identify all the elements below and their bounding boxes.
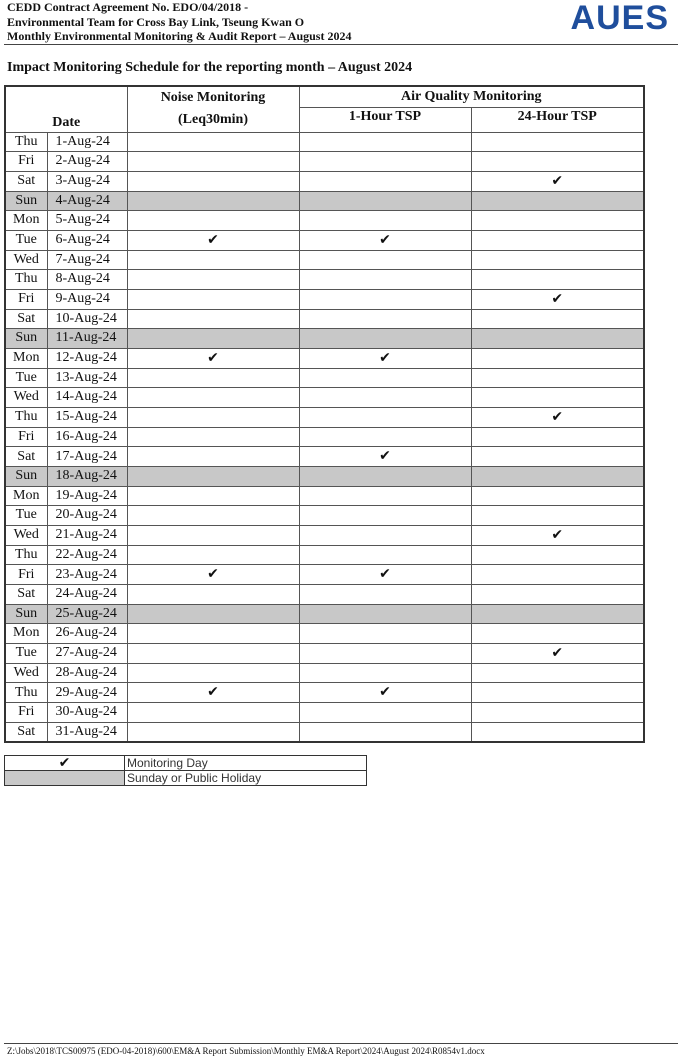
- date-cell: [47, 230, 127, 250]
- date-cell: [47, 211, 127, 231]
- table-row: [5, 683, 644, 703]
- table-row: [5, 270, 644, 290]
- tsp-24hour-cell: [471, 191, 644, 211]
- tsp-24hour-cell: [471, 643, 644, 663]
- day-cell: [5, 309, 47, 329]
- table-row: [5, 407, 644, 427]
- tsp-24hour-cell: [471, 388, 644, 408]
- table-row: [5, 722, 644, 742]
- tsp-1hour-cell: [299, 348, 471, 368]
- noise-cell: [127, 171, 299, 191]
- day-cell-text: Sun: [15, 605, 38, 621]
- day-cell: [5, 643, 47, 663]
- day-cell: [5, 368, 47, 388]
- tsp-1hour-cell: [299, 703, 471, 723]
- table-row: [5, 230, 644, 250]
- date-cell: [47, 250, 127, 270]
- tsp-1hour-cell: [299, 545, 471, 565]
- aues-logo: AUES: [570, 0, 669, 37]
- date-cell: [47, 703, 127, 723]
- tsp-1hour-cell: [299, 211, 471, 231]
- date-cell: [47, 348, 127, 368]
- table-row: [5, 368, 644, 388]
- tsp-24hour-cell: [471, 525, 644, 545]
- day-cell-text: Sat: [17, 448, 36, 464]
- noise-cell: [127, 427, 299, 447]
- date-cell: [47, 525, 127, 545]
- date-cell: [47, 388, 127, 408]
- noise-cell: [127, 270, 299, 290]
- day-cell: [5, 722, 47, 742]
- tsp-1hour-cell: [299, 624, 471, 644]
- day-cell-text: Thu: [14, 409, 38, 424]
- date-cell-text: 23-Aug-24: [55, 566, 117, 582]
- date-cell-text: 13-Aug-24: [55, 369, 117, 385]
- check-icon: ✔: [207, 349, 219, 366]
- day-cell: [5, 525, 47, 545]
- day-cell: [5, 624, 47, 644]
- date-cell: [47, 545, 127, 565]
- tsp-1hour-cell: [299, 329, 471, 349]
- date-header-label: Date: [52, 114, 81, 130]
- day-cell: [5, 683, 47, 703]
- tsp-24hour-cell: [471, 329, 644, 349]
- tsp-24hour-cell: [471, 683, 644, 703]
- day-cell: [5, 467, 47, 487]
- noise-cell: [127, 703, 299, 723]
- check-icon: ✔: [551, 290, 564, 307]
- table-row: [5, 132, 644, 152]
- date-cell-text: 19-Aug-24: [55, 487, 117, 503]
- date-cell-text: 27-Aug-24: [55, 645, 117, 660]
- day-cell-text: Thu: [14, 546, 38, 562]
- date-cell: [47, 565, 127, 585]
- noise-cell: [127, 289, 299, 309]
- date-cell-text: 2-Aug-24: [55, 153, 110, 169]
- noise-cell: [127, 663, 299, 683]
- day-cell-text: Sun: [15, 468, 38, 484]
- date-cell: [47, 506, 127, 526]
- header-line-1: CEDD Contract Agreement No. EDO/04/2018 -: [7, 0, 249, 14]
- noise-cell: [127, 486, 299, 506]
- table-row: [5, 565, 644, 585]
- tsp-1hour-cell: [299, 132, 471, 152]
- date-cell: [47, 604, 127, 624]
- report-header: [7, 0, 677, 44]
- date-cell: [47, 663, 127, 683]
- day-cell-text: Wed: [13, 251, 39, 267]
- day-cell: [5, 565, 47, 585]
- date-cell: [47, 270, 127, 290]
- date-cell: [47, 486, 127, 506]
- day-cell-text: Fri: [18, 291, 35, 306]
- date-cell: [47, 683, 127, 703]
- tsp-24hour-cell: [471, 585, 644, 605]
- tsp-24hour-cell: [471, 427, 644, 447]
- tsp-1hour-cell: [299, 171, 471, 191]
- day-cell: [5, 329, 47, 349]
- table-row: [5, 545, 644, 565]
- day-cell-text: Sat: [17, 586, 36, 602]
- noise-cell: [127, 545, 299, 565]
- day-cell-text: Sat: [17, 723, 36, 739]
- day-cell: [5, 585, 47, 605]
- legend-row-holiday: [5, 771, 367, 786]
- header-line-3: Monthly Environmental Monitoring & Audit Report – August 2024: [7, 29, 352, 43]
- tsp-24hour-header: 24-Hour TSP: [471, 107, 644, 132]
- table-row: [5, 427, 644, 447]
- noise-header: [127, 86, 299, 132]
- tsp-24hour-cell: [471, 663, 644, 683]
- tsp-24hour-cell: [471, 703, 644, 723]
- day-cell-text: Fri: [18, 153, 35, 169]
- day-cell-text: Sat: [17, 310, 36, 326]
- tsp-1hour-cell: [299, 467, 471, 487]
- date-cell-text: 4-Aug-24: [55, 192, 110, 208]
- day-cell-text: Tue: [15, 232, 37, 247]
- tsp-24hour-cell: [471, 211, 644, 231]
- noise-cell: [127, 565, 299, 585]
- tsp-1hour-header: 1-Hour TSP: [299, 107, 471, 132]
- day-cell: [5, 545, 47, 565]
- tsp-24hour-cell: [471, 348, 644, 368]
- date-cell: [47, 722, 127, 742]
- day-cell-text: Tue: [15, 369, 37, 385]
- date-cell: [47, 329, 127, 349]
- table-row: [5, 211, 644, 231]
- day-cell: [5, 191, 47, 211]
- tsp-1hour-cell: [299, 722, 471, 742]
- day-cell: [5, 604, 47, 624]
- tsp-24hour-cell: [471, 368, 644, 388]
- check-icon: ✔: [551, 644, 564, 661]
- day-cell: [5, 663, 47, 683]
- date-header: [5, 86, 127, 132]
- tsp-1hour-cell: [299, 643, 471, 663]
- legend-table: [4, 755, 367, 786]
- table-row: [5, 447, 644, 467]
- table-row: [5, 703, 644, 723]
- tsp-24hour-cell: [471, 604, 644, 624]
- day-cell-text: Sun: [15, 192, 38, 208]
- date-cell-text: 24-Aug-24: [55, 586, 117, 602]
- noise-cell: [127, 211, 299, 231]
- noise-cell: [127, 722, 299, 742]
- tsp-24hour-cell: [471, 132, 644, 152]
- day-cell: [5, 703, 47, 723]
- check-icon: ✔: [551, 172, 564, 189]
- tsp-1hour-cell: [299, 250, 471, 270]
- legend-check-cell: [5, 756, 125, 771]
- date-cell-text: 25-Aug-24: [55, 605, 117, 621]
- tsp-1hour-cell: [299, 486, 471, 506]
- tsp-1hour-cell: [299, 152, 471, 172]
- day-cell-text: Mon: [13, 212, 40, 228]
- day-cell-text: Sun: [15, 330, 38, 346]
- tsp-1hour-cell: [299, 447, 471, 467]
- air-quality-header: Air Quality Monitoring: [299, 86, 644, 107]
- day-cell-text: Sat: [17, 173, 36, 188]
- tsp-24hour-cell: [471, 506, 644, 526]
- noise-cell: [127, 132, 299, 152]
- table-row: [5, 191, 644, 211]
- noise-cell: [127, 683, 299, 703]
- header-divider: [4, 44, 678, 45]
- date-cell-text: 5-Aug-24: [55, 212, 110, 228]
- noise-cell: [127, 191, 299, 211]
- tsp-24hour-cell: [471, 447, 644, 467]
- table-row: [5, 525, 644, 545]
- noise-cell: [127, 348, 299, 368]
- date-cell: [47, 309, 127, 329]
- tsp-24hour-cell: [471, 722, 644, 742]
- noise-cell: [127, 250, 299, 270]
- table-row: [5, 348, 644, 368]
- date-cell-text: 21-Aug-24: [55, 527, 117, 542]
- noise-cell: [127, 309, 299, 329]
- tsp-1hour-cell: [299, 427, 471, 447]
- noise-cell: [127, 643, 299, 663]
- tsp-1hour-cell: [299, 368, 471, 388]
- tsp-1hour-cell: [299, 565, 471, 585]
- day-cell: [5, 388, 47, 408]
- tsp-1hour-cell: [299, 585, 471, 605]
- date-cell: [47, 191, 127, 211]
- section-title: Impact Monitoring Schedule for the reporting month – August 2024: [7, 60, 413, 75]
- date-cell: [47, 585, 127, 605]
- table-row: [5, 309, 644, 329]
- date-cell: [47, 289, 127, 309]
- table-row: [5, 250, 644, 270]
- day-cell-text: Fri: [18, 566, 35, 582]
- date-cell: [47, 447, 127, 467]
- noise-cell: [127, 329, 299, 349]
- day-cell-text: Mon: [13, 350, 40, 365]
- day-cell: [5, 230, 47, 250]
- noise-cell: [127, 447, 299, 467]
- day-cell: [5, 250, 47, 270]
- date-cell-text: 28-Aug-24: [55, 664, 117, 680]
- date-cell-text: 1-Aug-24: [55, 133, 110, 149]
- check-icon: ✔: [379, 684, 391, 700]
- date-cell-text: 9-Aug-24: [55, 291, 110, 306]
- day-cell: [5, 132, 47, 152]
- date-cell: [47, 407, 127, 427]
- day-cell-text: Wed: [13, 527, 39, 542]
- tsp-24hour-cell: [471, 152, 644, 172]
- tsp-1hour-cell: [299, 309, 471, 329]
- tsp-1hour-cell: [299, 525, 471, 545]
- schedule-rows: [5, 132, 644, 742]
- date-cell-text: 18-Aug-24: [55, 468, 117, 484]
- date-cell-text: 6-Aug-24: [55, 232, 110, 247]
- check-icon: ✔: [207, 566, 219, 582]
- day-cell-text: Fri: [18, 428, 35, 444]
- date-cell-text: 8-Aug-24: [55, 271, 110, 287]
- noise-cell: [127, 152, 299, 172]
- tsp-1hour-cell: [299, 388, 471, 408]
- table-row: [5, 663, 644, 683]
- check-icon: ✔: [379, 566, 391, 582]
- tsp-24hour-cell: [471, 467, 644, 487]
- date-cell-text: 7-Aug-24: [55, 251, 110, 267]
- date-cell-text: 3-Aug-24: [55, 173, 110, 188]
- day-cell-text: Thu: [14, 684, 38, 700]
- day-cell-text: Mon: [13, 625, 40, 641]
- tsp-24hour-cell: [471, 545, 644, 565]
- table-row: [5, 329, 644, 349]
- date-cell-text: 12-Aug-24: [55, 350, 117, 365]
- file-path-footer: Z:\Jobs\2018\TCS00975 (EDO-04-2018)\600\EM&A Report Submission\Monthly EM&A Report\2024\August 2024\R0854v1.docx: [7, 1046, 485, 1056]
- check-icon: ✔: [207, 231, 219, 248]
- tsp-1hour-cell: [299, 270, 471, 290]
- day-cell-text: Wed: [13, 664, 39, 680]
- date-cell: [47, 427, 127, 447]
- noise-cell: [127, 368, 299, 388]
- day-cell-text: Mon: [13, 487, 40, 503]
- noise-cell: [127, 506, 299, 526]
- footer-divider: [4, 1043, 678, 1044]
- day-cell-text: Tue: [15, 645, 37, 660]
- check-icon: ✔: [58, 755, 71, 771]
- monitoring-schedule-table: [4, 85, 645, 743]
- noise-cell: [127, 525, 299, 545]
- day-cell: [5, 171, 47, 191]
- day-cell: [5, 447, 47, 467]
- date-cell-text: 10-Aug-24: [55, 310, 117, 326]
- tsp-1hour-cell: [299, 191, 471, 211]
- tsp-1hour-cell: [299, 604, 471, 624]
- tsp-24hour-cell: [471, 289, 644, 309]
- date-cell: [47, 132, 127, 152]
- tsp-24hour-cell: [471, 171, 644, 191]
- legend-monitoring-label: Monitoring Day: [125, 756, 367, 771]
- date-cell: [47, 171, 127, 191]
- tsp-1hour-cell: [299, 663, 471, 683]
- tsp-24hour-cell: [471, 230, 644, 250]
- date-cell-text: 26-Aug-24: [55, 625, 117, 641]
- date-cell-text: 29-Aug-24: [55, 684, 117, 700]
- legend-holiday-label: Sunday or Public Holiday: [125, 771, 367, 786]
- date-cell-text: 17-Aug-24: [55, 448, 117, 464]
- noise-cell: [127, 585, 299, 605]
- day-cell-text: Tue: [15, 507, 37, 523]
- tsp-1hour-cell: [299, 289, 471, 309]
- tsp-1hour-cell: [299, 683, 471, 703]
- day-cell-text: Thu: [14, 133, 38, 149]
- day-cell: [5, 152, 47, 172]
- day-cell: [5, 486, 47, 506]
- tsp-24hour-cell: [471, 270, 644, 290]
- table-row: [5, 585, 644, 605]
- table-row: [5, 171, 644, 191]
- tsp-24hour-cell: [471, 624, 644, 644]
- check-icon: ✔: [379, 231, 391, 248]
- table-row: [5, 506, 644, 526]
- table-row: [5, 604, 644, 624]
- tsp-24hour-cell: [471, 407, 644, 427]
- day-cell-text: Thu: [14, 271, 38, 287]
- tsp-24hour-cell: [471, 486, 644, 506]
- noise-cell: [127, 388, 299, 408]
- day-cell: [5, 348, 47, 368]
- noise-cell: [127, 407, 299, 427]
- check-icon: ✔: [551, 526, 564, 543]
- day-cell: [5, 211, 47, 231]
- legend-gray-swatch: [5, 771, 125, 786]
- day-cell: [5, 407, 47, 427]
- day-cell-text: Fri: [18, 704, 35, 720]
- noise-cell: [127, 624, 299, 644]
- noise-header-line2: (Leq30min): [178, 112, 248, 127]
- noise-cell: [127, 604, 299, 624]
- day-cell: [5, 270, 47, 290]
- date-cell-text: 30-Aug-24: [55, 704, 117, 720]
- table-row: [5, 643, 644, 663]
- date-cell: [47, 624, 127, 644]
- table-row: [5, 289, 644, 309]
- date-cell-text: 31-Aug-24: [55, 723, 117, 739]
- date-cell: [47, 643, 127, 663]
- table-row: [5, 486, 644, 506]
- tsp-24hour-cell: [471, 309, 644, 329]
- date-cell-text: 22-Aug-24: [55, 546, 117, 562]
- tsp-24hour-cell: [471, 565, 644, 585]
- check-icon: ✔: [379, 448, 391, 464]
- noise-cell: [127, 230, 299, 250]
- date-cell: [47, 368, 127, 388]
- noise-cell: [127, 467, 299, 487]
- date-cell-text: 11-Aug-24: [55, 330, 117, 346]
- date-cell-text: 16-Aug-24: [55, 428, 117, 444]
- tsp-1hour-cell: [299, 230, 471, 250]
- tsp-1hour-cell: [299, 506, 471, 526]
- date-cell: [47, 467, 127, 487]
- table-row: [5, 152, 644, 172]
- table-row: [5, 388, 644, 408]
- day-cell-text: Wed: [13, 389, 39, 405]
- table-row: [5, 624, 644, 644]
- legend-row-monitoring: [5, 756, 367, 771]
- header-line-2: Environmental Team for Cross Bay Link, Tseung Kwan O: [7, 14, 305, 29]
- check-icon: ✔: [551, 408, 564, 425]
- table-row: [5, 467, 644, 487]
- date-cell: [47, 152, 127, 172]
- day-cell: [5, 289, 47, 309]
- tsp-24hour-cell: [471, 250, 644, 270]
- date-cell-text: 15-Aug-24: [55, 409, 117, 424]
- day-cell: [5, 506, 47, 526]
- day-cell: [5, 427, 47, 447]
- check-icon: ✔: [379, 349, 391, 366]
- noise-header-line1: Noise Monitoring: [160, 90, 266, 105]
- date-cell-text: 20-Aug-24: [55, 507, 117, 523]
- check-icon: ✔: [207, 684, 219, 700]
- tsp-1hour-cell: [299, 407, 471, 427]
- date-cell-text: 14-Aug-24: [55, 389, 117, 405]
